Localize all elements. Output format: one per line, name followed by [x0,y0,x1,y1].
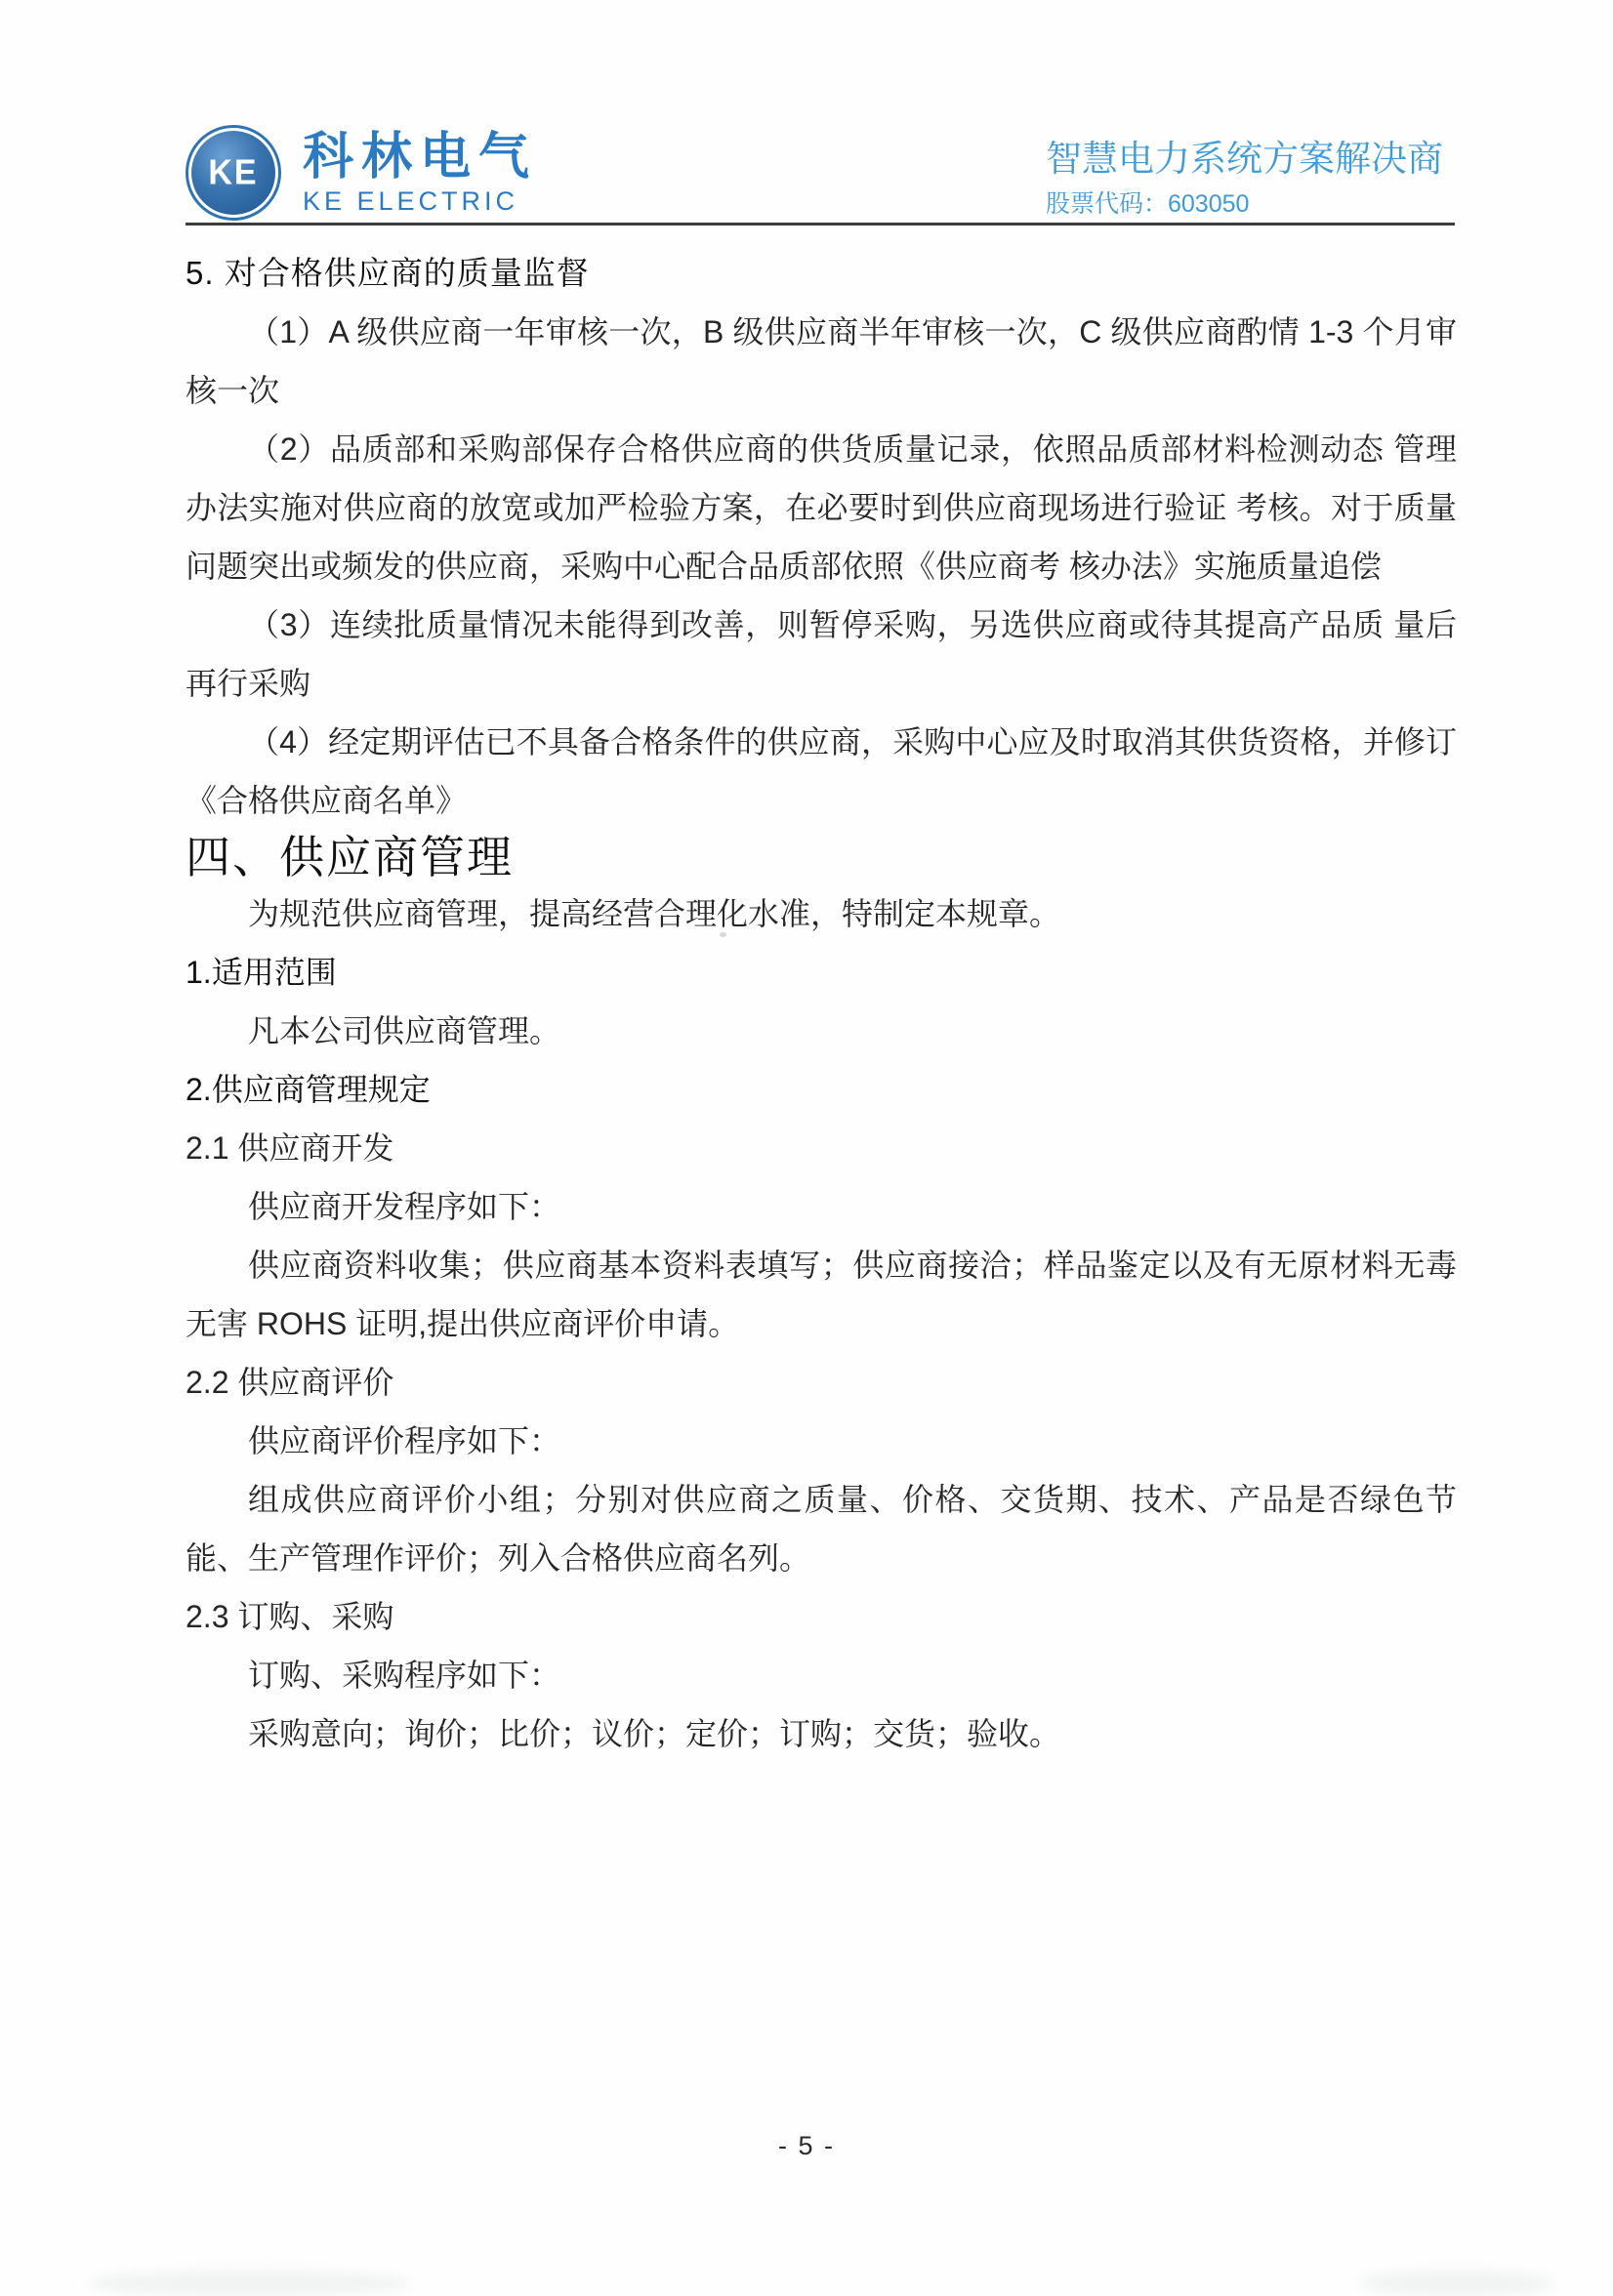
scan-smudge-left [88,2271,410,2296]
paragraph-evaluate-intro: 供应商评价程序如下： [248,1423,561,1458]
chapter-heading-4: 四、供应商管理 [186,832,514,882]
sub-heading-rules: 2.供应商管理规定 [186,1072,431,1107]
brand-name-cn: 科林电气 [303,129,538,185]
company-slogan: 智慧电力系统方案解决商 [1046,139,1443,179]
tagline-block [1046,137,1443,221]
paragraph-evaluate-steps: 组成供应商评价小组；分别对供应商之质量、价格、交货期、技术、产品是否绿色节能、生产管理作评价；列入合格供应商名列。 [186,1482,1457,1576]
item-2-3: 2.3 订购、采购 [186,1599,394,1634]
paragraph-quality-3: （3）连续批质量情况未能得到改善，则暂停采购，另选供应商或待其提高产品质 量后再行采购 [186,607,1457,701]
paragraph-develop-steps: 供应商资料收集；供应商基本资料表填写；供应商接洽；样品鉴定以及有无原材料无毒无害 ROHS 证明,提出供应商评价申请。 [186,1248,1457,1341]
paragraph-order-steps: 采购意向；询价；比价；议价；定价；订购；交货；验收。 [248,1716,1061,1751]
ke-logo-icon [186,125,281,221]
sub-heading-scope: 1.适用范围 [186,955,337,990]
brand-names [303,130,537,216]
paragraph-quality-2: （2）品质部和采购部保存合格供应商的供货质量记录，依照品质部材料检测动态 管理办法实施对供应商的放宽或加严检验方案，在必要时到供应商现场进行验证 考核。对于质量问题突出或频发的供应商，采购中心配合品质部依照《供应商考 核办法》实施质量追偿 [186,431,1457,584]
ke-logo-disc [191,131,275,215]
paragraph-order-intro: 订购、采购程序如下： [248,1658,561,1693]
page-number: - 5 - [777,2131,835,2160]
stock-code: 股票代码：603050 [1046,190,1250,218]
paragraph-quality-1: （1）A 级供应商一年审核一次，B 级供应商半年审核一次，C 级供应商酌情 1-3 个月审核一次 [186,314,1457,408]
paragraph-purpose: 为规范供应商管理，提高经营合理化水准，特制定本规章。 [248,896,1061,931]
item-2-2: 2.2 供应商评价 [186,1365,394,1400]
brand-name-en: KE ELECTRIC [303,186,519,216]
brand-block [186,125,537,221]
letterhead [186,125,1457,221]
header-divider [186,223,1455,226]
scan-smudge-right [1359,2271,1554,2296]
document-body [186,244,1457,1763]
paragraph-quality-4: （4）经定期评估已不具备合格条件的供应商，采购中心应及时取消其供货资格，并修订《合格供应商名单》 [186,724,1457,818]
ke-logo-monogram: KE [208,152,259,192]
section-heading-5: 5. 对合格供应商的质量监督 [186,255,590,291]
paragraph-develop-intro: 供应商开发程序如下： [248,1189,561,1224]
paragraph-scope: 凡本公司供应商管理。 [248,1013,561,1048]
scan-speck [720,932,726,937]
item-2-1: 2.1 供应商开发 [186,1130,394,1166]
